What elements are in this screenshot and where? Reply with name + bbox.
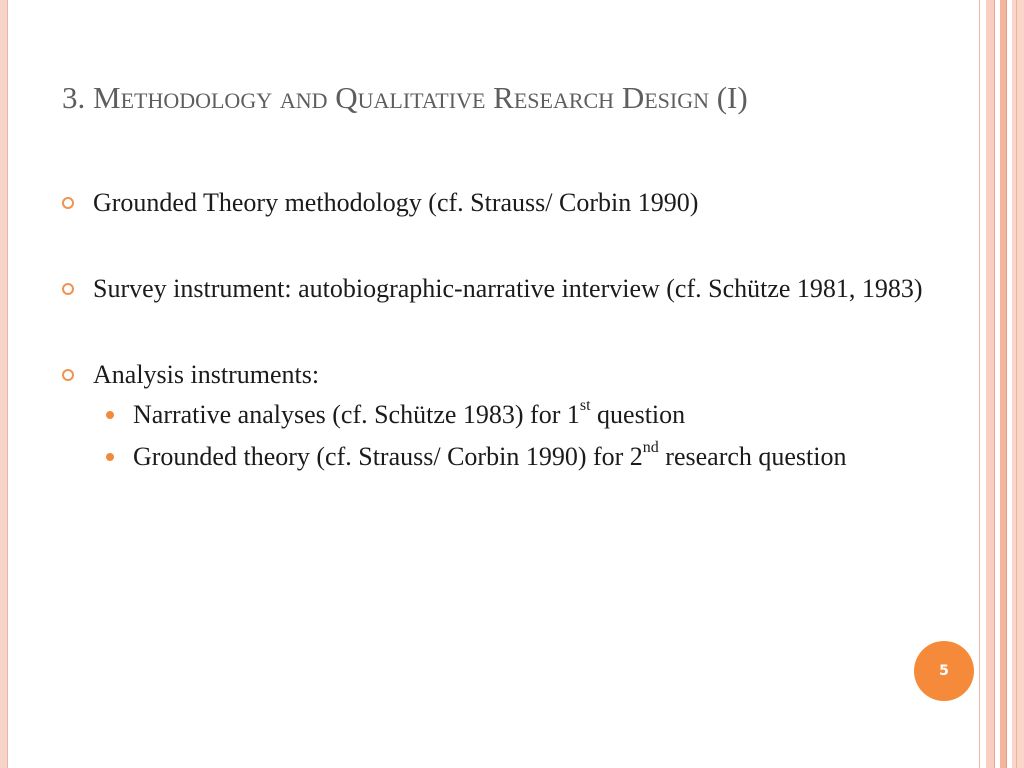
bullet-text: Analysis instruments:	[93, 360, 320, 389]
analysis-sublist	[93, 398, 942, 473]
bullet-ring-icon	[62, 197, 74, 209]
subitem-text-end: question	[590, 400, 686, 429]
ordinal-suffix: nd	[642, 439, 659, 457]
bullet-text: Survey instrument: autobiographic-narrative interview (cf. Schütze 1981, 1983)	[93, 274, 923, 303]
right-frame-stripe	[979, 0, 980, 768]
subitem-text: Narrative analyses (cf. Schütze 1983) for 1	[133, 400, 580, 429]
sub-bullet-dot-icon	[106, 411, 114, 419]
subitem-narrative-analyses	[103, 398, 942, 431]
bullet-survey-instrument	[62, 272, 942, 305]
bullet-ring-icon	[62, 369, 74, 381]
ordinal-suffix: st	[579, 397, 591, 415]
right-frame-stripe	[1006, 0, 1007, 768]
slide-title: 3. Methodology and Qualitative Research Design (I)	[62, 80, 748, 115]
subitem-text-end: research question	[658, 442, 847, 471]
page-number-badge: 5	[914, 641, 974, 701]
sub-bullet-dot-icon	[106, 453, 114, 461]
subitem-text: Grounded theory (cf. Strauss/ Corbin 1990) for 2	[133, 442, 643, 471]
bullet-grounded-theory	[62, 186, 942, 219]
bullet-analysis-instruments	[62, 358, 942, 473]
bullet-ring-icon	[62, 283, 74, 295]
left-frame-border	[0, 0, 7, 768]
bullet-text: Grounded Theory methodology (cf. Strauss/ Corbin 1990)	[93, 188, 699, 217]
right-frame-stripe	[1012, 0, 1024, 768]
right-frame-stripe	[986, 0, 994, 768]
right-frame-stripe	[1016, 0, 1017, 768]
slide-bullet-list	[62, 186, 942, 482]
right-frame-stripe	[994, 0, 995, 768]
subitem-grounded-theory	[103, 440, 942, 473]
